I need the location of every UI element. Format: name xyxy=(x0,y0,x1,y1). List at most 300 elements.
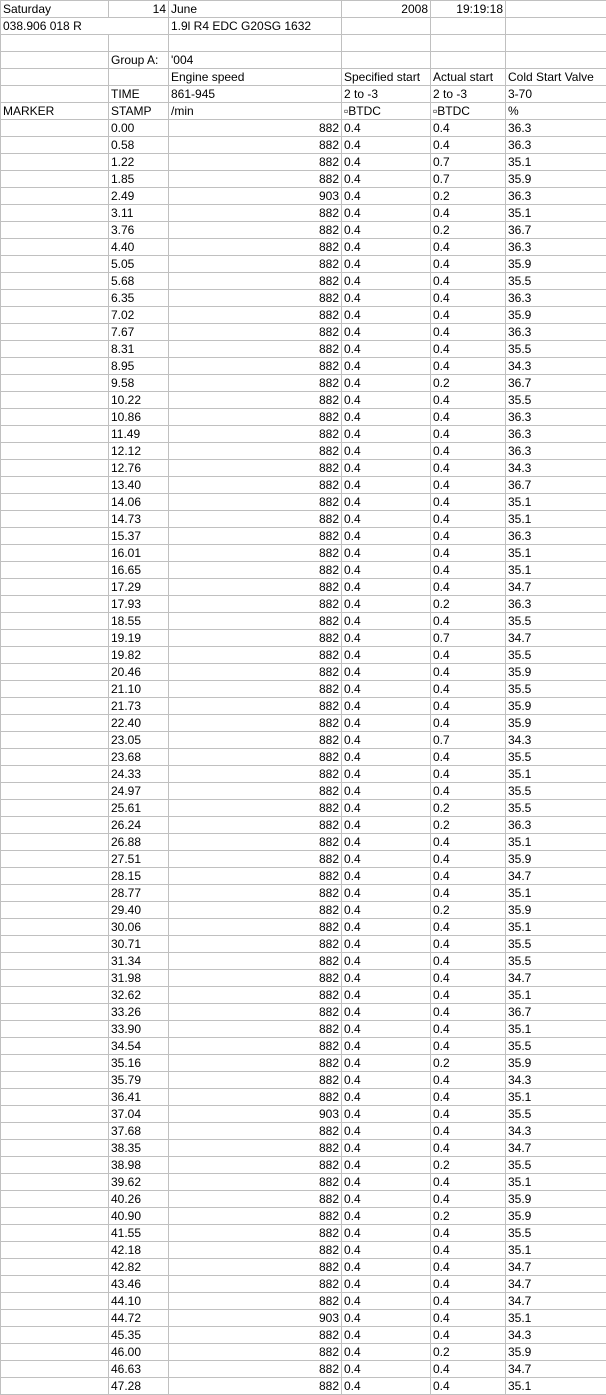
actual-start-cell[interactable]: 0.4 xyxy=(431,834,506,851)
marker-cell[interactable] xyxy=(1,800,109,817)
cold-start-valve-cell[interactable]: 36.7 xyxy=(506,1004,606,1021)
column-header-cell[interactable]: /min xyxy=(169,103,342,120)
cold-start-valve-cell[interactable]: 35.1 xyxy=(506,1089,606,1106)
specified-start-cell[interactable]: 0.4 xyxy=(342,477,431,494)
actual-start-cell[interactable]: 0.4 xyxy=(431,137,506,154)
marker-cell[interactable] xyxy=(1,579,109,596)
specified-start-cell[interactable]: 0.4 xyxy=(342,885,431,902)
marker-cell[interactable] xyxy=(1,596,109,613)
marker-cell[interactable] xyxy=(1,647,109,664)
timestamp-cell[interactable]: 40.90 xyxy=(109,1208,169,1225)
cold-start-valve-cell[interactable]: 36.3 xyxy=(506,528,606,545)
engine-speed-cell[interactable]: 882 xyxy=(169,919,342,936)
specified-start-cell[interactable]: 0.4 xyxy=(342,307,431,324)
timestamp-cell[interactable]: 20.46 xyxy=(109,664,169,681)
marker-cell[interactable] xyxy=(1,1004,109,1021)
engine-cell[interactable]: 1.9l R4 EDC G20SG 1632 xyxy=(169,18,342,35)
marker-cell[interactable] xyxy=(1,256,109,273)
specified-start-cell[interactable]: 0.4 xyxy=(342,222,431,239)
engine-speed-cell[interactable]: 882 xyxy=(169,1276,342,1293)
timestamp-cell[interactable]: 35.16 xyxy=(109,1055,169,1072)
marker-cell[interactable] xyxy=(1,545,109,562)
cold-start-valve-cell[interactable]: 35.9 xyxy=(506,1191,606,1208)
specified-start-cell[interactable]: 0.4 xyxy=(342,664,431,681)
specified-start-cell[interactable]: 0.4 xyxy=(342,1123,431,1140)
cold-start-valve-cell[interactable]: 35.5 xyxy=(506,749,606,766)
timestamp-cell[interactable]: 28.15 xyxy=(109,868,169,885)
empty-cell[interactable] xyxy=(342,18,431,35)
marker-cell[interactable] xyxy=(1,1174,109,1191)
engine-speed-cell[interactable]: 882 xyxy=(169,1361,342,1378)
cold-start-valve-cell[interactable]: 35.1 xyxy=(506,494,606,511)
timestamp-cell[interactable]: 45.35 xyxy=(109,1327,169,1344)
column-header-cell[interactable]: 2 to -3 xyxy=(431,86,506,103)
timestamp-cell[interactable]: 25.61 xyxy=(109,800,169,817)
empty-cell[interactable] xyxy=(506,1,606,18)
engine-speed-cell[interactable]: 882 xyxy=(169,1225,342,1242)
specified-start-cell[interactable]: 0.4 xyxy=(342,953,431,970)
cold-start-valve-cell[interactable]: 35.5 xyxy=(506,647,606,664)
engine-speed-cell[interactable]: 882 xyxy=(169,647,342,664)
engine-speed-cell[interactable]: 882 xyxy=(169,1378,342,1395)
marker-cell[interactable] xyxy=(1,630,109,647)
cold-start-valve-cell[interactable]: 34.7 xyxy=(506,1259,606,1276)
specified-start-cell[interactable]: 0.4 xyxy=(342,834,431,851)
engine-speed-cell[interactable]: 882 xyxy=(169,511,342,528)
specified-start-cell[interactable]: 0.4 xyxy=(342,681,431,698)
specified-start-cell[interactable]: 0.4 xyxy=(342,494,431,511)
specified-start-cell[interactable]: 0.4 xyxy=(342,579,431,596)
timestamp-cell[interactable]: 37.68 xyxy=(109,1123,169,1140)
actual-start-cell[interactable]: 0.2 xyxy=(431,1344,506,1361)
marker-cell[interactable] xyxy=(1,1089,109,1106)
actual-start-cell[interactable]: 0.4 xyxy=(431,341,506,358)
cold-start-valve-cell[interactable]: 35.9 xyxy=(506,1344,606,1361)
timestamp-cell[interactable]: 22.40 xyxy=(109,715,169,732)
cold-start-valve-cell[interactable]: 35.1 xyxy=(506,766,606,783)
specified-start-cell[interactable]: 0.4 xyxy=(342,970,431,987)
column-header-cell[interactable]: Engine speed xyxy=(169,69,342,86)
actual-start-cell[interactable]: 0.4 xyxy=(431,885,506,902)
engine-speed-cell[interactable]: 882 xyxy=(169,970,342,987)
actual-start-cell[interactable]: 0.4 xyxy=(431,528,506,545)
actual-start-cell[interactable]: 0.4 xyxy=(431,1038,506,1055)
engine-speed-cell[interactable]: 882 xyxy=(169,120,342,137)
timestamp-cell[interactable]: 16.65 xyxy=(109,562,169,579)
timestamp-cell[interactable]: 38.98 xyxy=(109,1157,169,1174)
marker-cell[interactable] xyxy=(1,443,109,460)
engine-speed-cell[interactable]: 882 xyxy=(169,1123,342,1140)
cold-start-valve-cell[interactable]: 35.5 xyxy=(506,273,606,290)
actual-start-cell[interactable]: 0.4 xyxy=(431,1004,506,1021)
cold-start-valve-cell[interactable]: 35.5 xyxy=(506,783,606,800)
date-number-cell[interactable]: 14 xyxy=(109,1,169,18)
specified-start-cell[interactable]: 0.4 xyxy=(342,1225,431,1242)
engine-speed-cell[interactable]: 882 xyxy=(169,273,342,290)
specified-start-cell[interactable]: 0.4 xyxy=(342,324,431,341)
actual-start-cell[interactable]: 0.4 xyxy=(431,460,506,477)
cold-start-valve-cell[interactable]: 34.3 xyxy=(506,1123,606,1140)
cold-start-valve-cell[interactable]: 34.7 xyxy=(506,1293,606,1310)
actual-start-cell[interactable]: 0.4 xyxy=(431,392,506,409)
timestamp-cell[interactable]: 26.24 xyxy=(109,817,169,834)
specified-start-cell[interactable]: 0.4 xyxy=(342,358,431,375)
empty-cell[interactable] xyxy=(506,52,606,69)
empty-cell[interactable] xyxy=(109,35,169,52)
marker-cell[interactable] xyxy=(1,120,109,137)
marker-cell[interactable] xyxy=(1,426,109,443)
actual-start-cell[interactable]: 0.4 xyxy=(431,953,506,970)
specified-start-cell[interactable]: 0.4 xyxy=(342,171,431,188)
engine-speed-cell[interactable]: 882 xyxy=(169,256,342,273)
cold-start-valve-cell[interactable]: 34.7 xyxy=(506,1140,606,1157)
cold-start-valve-cell[interactable]: 35.1 xyxy=(506,885,606,902)
specified-start-cell[interactable]: 0.4 xyxy=(342,375,431,392)
actual-start-cell[interactable]: 0.7 xyxy=(431,732,506,749)
cold-start-valve-cell[interactable]: 35.1 xyxy=(506,1378,606,1395)
specified-start-cell[interactable]: 0.4 xyxy=(342,545,431,562)
cold-start-valve-cell[interactable]: 35.1 xyxy=(506,154,606,171)
actual-start-cell[interactable]: 0.2 xyxy=(431,596,506,613)
actual-start-cell[interactable]: 0.7 xyxy=(431,630,506,647)
cold-start-valve-cell[interactable]: 36.7 xyxy=(506,477,606,494)
specified-start-cell[interactable]: 0.4 xyxy=(342,868,431,885)
specified-start-cell[interactable]: 0.4 xyxy=(342,1140,431,1157)
engine-speed-cell[interactable]: 882 xyxy=(169,205,342,222)
timestamp-cell[interactable]: 1.85 xyxy=(109,171,169,188)
actual-start-cell[interactable]: 0.4 xyxy=(431,1106,506,1123)
specified-start-cell[interactable]: 0.4 xyxy=(342,902,431,919)
cold-start-valve-cell[interactable]: 35.9 xyxy=(506,902,606,919)
marker-cell[interactable] xyxy=(1,154,109,171)
engine-speed-cell[interactable]: 882 xyxy=(169,766,342,783)
cold-start-valve-cell[interactable]: 35.9 xyxy=(506,1208,606,1225)
specified-start-cell[interactable]: 0.4 xyxy=(342,1344,431,1361)
timestamp-cell[interactable]: 43.46 xyxy=(109,1276,169,1293)
engine-speed-cell[interactable]: 882 xyxy=(169,732,342,749)
empty-cell[interactable] xyxy=(506,35,606,52)
cold-start-valve-cell[interactable]: 36.3 xyxy=(506,596,606,613)
marker-cell[interactable] xyxy=(1,868,109,885)
actual-start-cell[interactable]: 0.4 xyxy=(431,477,506,494)
actual-start-cell[interactable]: 0.4 xyxy=(431,1140,506,1157)
specified-start-cell[interactable]: 0.4 xyxy=(342,698,431,715)
cold-start-valve-cell[interactable]: 35.9 xyxy=(506,171,606,188)
marker-cell[interactable] xyxy=(1,307,109,324)
timestamp-cell[interactable]: 17.29 xyxy=(109,579,169,596)
engine-speed-cell[interactable]: 882 xyxy=(169,341,342,358)
engine-speed-cell[interactable]: 882 xyxy=(169,1089,342,1106)
actual-start-cell[interactable]: 0.2 xyxy=(431,817,506,834)
engine-speed-cell[interactable]: 882 xyxy=(169,460,342,477)
actual-start-cell[interactable]: 0.4 xyxy=(431,749,506,766)
cold-start-valve-cell[interactable]: 35.1 xyxy=(506,1242,606,1259)
engine-speed-cell[interactable]: 882 xyxy=(169,528,342,545)
timestamp-cell[interactable]: 29.40 xyxy=(109,902,169,919)
specified-start-cell[interactable]: 0.4 xyxy=(342,273,431,290)
engine-speed-cell[interactable]: 882 xyxy=(169,171,342,188)
timestamp-cell[interactable]: 46.63 xyxy=(109,1361,169,1378)
specified-start-cell[interactable]: 0.4 xyxy=(342,1021,431,1038)
engine-speed-cell[interactable]: 882 xyxy=(169,222,342,239)
engine-speed-cell[interactable]: 882 xyxy=(169,324,342,341)
marker-cell[interactable] xyxy=(1,783,109,800)
column-header-cell[interactable]: TIME xyxy=(109,86,169,103)
specified-start-cell[interactable]: 0.4 xyxy=(342,749,431,766)
cold-start-valve-cell[interactable]: 36.7 xyxy=(506,375,606,392)
cold-start-valve-cell[interactable]: 34.3 xyxy=(506,358,606,375)
engine-speed-cell[interactable]: 882 xyxy=(169,868,342,885)
marker-cell[interactable] xyxy=(1,273,109,290)
actual-start-cell[interactable]: 0.4 xyxy=(431,1242,506,1259)
engine-speed-cell[interactable]: 882 xyxy=(169,1140,342,1157)
timestamp-cell[interactable]: 19.82 xyxy=(109,647,169,664)
cold-start-valve-cell[interactable]: 34.3 xyxy=(506,1072,606,1089)
timestamp-cell[interactable]: 6.35 xyxy=(109,290,169,307)
actual-start-cell[interactable]: 0.4 xyxy=(431,766,506,783)
marker-cell[interactable] xyxy=(1,1038,109,1055)
cold-start-valve-cell[interactable]: 36.3 xyxy=(506,443,606,460)
specified-start-cell[interactable]: 0.4 xyxy=(342,647,431,664)
column-header-cell[interactable] xyxy=(109,69,169,86)
specified-start-cell[interactable]: 0.4 xyxy=(342,409,431,426)
engine-speed-cell[interactable]: 882 xyxy=(169,681,342,698)
marker-cell[interactable] xyxy=(1,1140,109,1157)
marker-cell[interactable] xyxy=(1,732,109,749)
specified-start-cell[interactable]: 0.4 xyxy=(342,1106,431,1123)
specified-start-cell[interactable]: 0.4 xyxy=(342,443,431,460)
specified-start-cell[interactable]: 0.4 xyxy=(342,188,431,205)
timestamp-cell[interactable]: 10.22 xyxy=(109,392,169,409)
marker-cell[interactable] xyxy=(1,1123,109,1140)
engine-speed-cell[interactable]: 882 xyxy=(169,698,342,715)
column-header-cell[interactable]: Specified start xyxy=(342,69,431,86)
engine-speed-cell[interactable]: 882 xyxy=(169,1072,342,1089)
engine-speed-cell[interactable]: 882 xyxy=(169,613,342,630)
engine-speed-cell[interactable]: 882 xyxy=(169,630,342,647)
marker-cell[interactable] xyxy=(1,460,109,477)
cold-start-valve-cell[interactable]: 35.5 xyxy=(506,1038,606,1055)
actual-start-cell[interactable]: 0.4 xyxy=(431,664,506,681)
specified-start-cell[interactable]: 0.4 xyxy=(342,783,431,800)
cold-start-valve-cell[interactable]: 34.7 xyxy=(506,579,606,596)
actual-start-cell[interactable]: 0.2 xyxy=(431,800,506,817)
part-number-cell[interactable]: 038.906 018 R xyxy=(1,18,169,35)
cold-start-valve-cell[interactable]: 36.3 xyxy=(506,290,606,307)
actual-start-cell[interactable]: 0.4 xyxy=(431,919,506,936)
specified-start-cell[interactable]: 0.4 xyxy=(342,1004,431,1021)
marker-cell[interactable] xyxy=(1,562,109,579)
actual-start-cell[interactable]: 0.2 xyxy=(431,188,506,205)
cold-start-valve-cell[interactable]: 35.9 xyxy=(506,715,606,732)
timestamp-cell[interactable]: 24.33 xyxy=(109,766,169,783)
engine-speed-cell[interactable]: 903 xyxy=(169,1106,342,1123)
timestamp-cell[interactable]: 44.10 xyxy=(109,1293,169,1310)
marker-cell[interactable] xyxy=(1,664,109,681)
column-header-cell[interactable]: % xyxy=(506,103,606,120)
timestamp-cell[interactable]: 11.49 xyxy=(109,426,169,443)
marker-cell[interactable] xyxy=(1,1242,109,1259)
cold-start-valve-cell[interactable]: 36.3 xyxy=(506,120,606,137)
cold-start-valve-cell[interactable]: 34.3 xyxy=(506,732,606,749)
timestamp-cell[interactable]: 7.02 xyxy=(109,307,169,324)
actual-start-cell[interactable]: 0.4 xyxy=(431,868,506,885)
marker-cell[interactable] xyxy=(1,222,109,239)
cold-start-valve-cell[interactable]: 35.5 xyxy=(506,1106,606,1123)
cold-start-valve-cell[interactable]: 35.1 xyxy=(506,1021,606,1038)
column-header-cell[interactable]: 3-70 xyxy=(506,86,606,103)
specified-start-cell[interactable]: 0.4 xyxy=(342,851,431,868)
engine-speed-cell[interactable]: 882 xyxy=(169,902,342,919)
specified-start-cell[interactable]: 0.4 xyxy=(342,715,431,732)
cold-start-valve-cell[interactable]: 36.7 xyxy=(506,222,606,239)
timestamp-cell[interactable]: 21.73 xyxy=(109,698,169,715)
actual-start-cell[interactable]: 0.4 xyxy=(431,307,506,324)
cold-start-valve-cell[interactable]: 35.5 xyxy=(506,1157,606,1174)
actual-start-cell[interactable]: 0.4 xyxy=(431,1123,506,1140)
specified-start-cell[interactable]: 0.4 xyxy=(342,460,431,477)
timestamp-cell[interactable]: 10.86 xyxy=(109,409,169,426)
cold-start-valve-cell[interactable]: 36.3 xyxy=(506,188,606,205)
specified-start-cell[interactable]: 0.4 xyxy=(342,630,431,647)
column-header-cell[interactable]: STAMP xyxy=(109,103,169,120)
marker-cell[interactable] xyxy=(1,1378,109,1395)
actual-start-cell[interactable]: 0.4 xyxy=(431,681,506,698)
cold-start-valve-cell[interactable]: 35.1 xyxy=(506,1310,606,1327)
engine-speed-cell[interactable]: 882 xyxy=(169,817,342,834)
marker-cell[interactable] xyxy=(1,1072,109,1089)
marker-cell[interactable] xyxy=(1,919,109,936)
timestamp-cell[interactable]: 30.06 xyxy=(109,919,169,936)
cold-start-valve-cell[interactable]: 35.9 xyxy=(506,307,606,324)
cold-start-valve-cell[interactable]: 35.5 xyxy=(506,936,606,953)
empty-cell[interactable] xyxy=(431,52,506,69)
actual-start-cell[interactable]: 0.4 xyxy=(431,426,506,443)
marker-cell[interactable] xyxy=(1,1191,109,1208)
year-cell[interactable]: 2008 xyxy=(342,1,431,18)
marker-cell[interactable] xyxy=(1,970,109,987)
empty-cell[interactable] xyxy=(431,18,506,35)
cold-start-valve-cell[interactable]: 35.1 xyxy=(506,1174,606,1191)
marker-cell[interactable] xyxy=(1,953,109,970)
timestamp-cell[interactable]: 47.28 xyxy=(109,1378,169,1395)
marker-cell[interactable] xyxy=(1,137,109,154)
marker-cell[interactable] xyxy=(1,1293,109,1310)
marker-cell[interactable] xyxy=(1,239,109,256)
time-cell[interactable]: 19:19:18 xyxy=(431,1,506,18)
timestamp-cell[interactable]: 14.06 xyxy=(109,494,169,511)
engine-speed-cell[interactable]: 882 xyxy=(169,1004,342,1021)
empty-cell[interactable] xyxy=(169,35,342,52)
engine-speed-cell[interactable]: 882 xyxy=(169,375,342,392)
actual-start-cell[interactable]: 0.4 xyxy=(431,647,506,664)
actual-start-cell[interactable]: 0.2 xyxy=(431,1157,506,1174)
engine-speed-cell[interactable]: 882 xyxy=(169,409,342,426)
engine-speed-cell[interactable]: 882 xyxy=(169,1038,342,1055)
actual-start-cell[interactable]: 0.4 xyxy=(431,443,506,460)
specified-start-cell[interactable]: 0.4 xyxy=(342,1038,431,1055)
actual-start-cell[interactable]: 0.7 xyxy=(431,154,506,171)
timestamp-cell[interactable]: 44.72 xyxy=(109,1310,169,1327)
timestamp-cell[interactable]: 26.88 xyxy=(109,834,169,851)
marker-cell[interactable] xyxy=(1,766,109,783)
engine-speed-cell[interactable]: 882 xyxy=(169,358,342,375)
specified-start-cell[interactable]: 0.4 xyxy=(342,1191,431,1208)
column-header-cell[interactable]: MARKER xyxy=(1,103,109,120)
marker-cell[interactable] xyxy=(1,1208,109,1225)
engine-speed-cell[interactable]: 882 xyxy=(169,477,342,494)
actual-start-cell[interactable]: 0.4 xyxy=(431,936,506,953)
actual-start-cell[interactable]: 0.4 xyxy=(431,1259,506,1276)
actual-start-cell[interactable]: 0.4 xyxy=(431,256,506,273)
engine-speed-cell[interactable]: 882 xyxy=(169,664,342,681)
marker-cell[interactable] xyxy=(1,290,109,307)
marker-cell[interactable] xyxy=(1,749,109,766)
timestamp-cell[interactable]: 16.01 xyxy=(109,545,169,562)
timestamp-cell[interactable]: 3.76 xyxy=(109,222,169,239)
marker-cell[interactable] xyxy=(1,1259,109,1276)
engine-speed-cell[interactable]: 882 xyxy=(169,851,342,868)
cold-start-valve-cell[interactable]: 35.9 xyxy=(506,256,606,273)
marker-cell[interactable] xyxy=(1,375,109,392)
empty-cell[interactable] xyxy=(342,35,431,52)
engine-speed-cell[interactable]: 882 xyxy=(169,596,342,613)
actual-start-cell[interactable]: 0.4 xyxy=(431,1361,506,1378)
specified-start-cell[interactable]: 0.4 xyxy=(342,1072,431,1089)
marker-cell[interactable] xyxy=(1,987,109,1004)
marker-cell[interactable] xyxy=(1,409,109,426)
cold-start-valve-cell[interactable]: 36.3 xyxy=(506,817,606,834)
actual-start-cell[interactable]: 0.4 xyxy=(431,1276,506,1293)
marker-cell[interactable] xyxy=(1,1344,109,1361)
specified-start-cell[interactable]: 0.4 xyxy=(342,817,431,834)
timestamp-cell[interactable]: 14.73 xyxy=(109,511,169,528)
timestamp-cell[interactable]: 31.34 xyxy=(109,953,169,970)
actual-start-cell[interactable]: 0.4 xyxy=(431,783,506,800)
actual-start-cell[interactable]: 0.4 xyxy=(431,1174,506,1191)
actual-start-cell[interactable]: 0.4 xyxy=(431,358,506,375)
cold-start-valve-cell[interactable]: 36.3 xyxy=(506,409,606,426)
specified-start-cell[interactable]: 0.4 xyxy=(342,1310,431,1327)
empty-cell[interactable] xyxy=(506,18,606,35)
timestamp-cell[interactable]: 12.76 xyxy=(109,460,169,477)
empty-cell[interactable] xyxy=(1,52,109,69)
specified-start-cell[interactable]: 0.4 xyxy=(342,1055,431,1072)
specified-start-cell[interactable]: 0.4 xyxy=(342,120,431,137)
actual-start-cell[interactable]: 0.4 xyxy=(431,1072,506,1089)
marker-cell[interactable] xyxy=(1,698,109,715)
timestamp-cell[interactable]: 23.68 xyxy=(109,749,169,766)
cold-start-valve-cell[interactable]: 35.1 xyxy=(506,834,606,851)
specified-start-cell[interactable]: 0.4 xyxy=(342,205,431,222)
specified-start-cell[interactable]: 0.4 xyxy=(342,426,431,443)
marker-cell[interactable] xyxy=(1,1157,109,1174)
engine-speed-cell[interactable]: 882 xyxy=(169,392,342,409)
specified-start-cell[interactable]: 0.4 xyxy=(342,1089,431,1106)
marker-cell[interactable] xyxy=(1,817,109,834)
timestamp-cell[interactable]: 19.19 xyxy=(109,630,169,647)
timestamp-cell[interactable]: 33.90 xyxy=(109,1021,169,1038)
marker-cell[interactable] xyxy=(1,902,109,919)
specified-start-cell[interactable]: 0.4 xyxy=(342,800,431,817)
actual-start-cell[interactable]: 0.4 xyxy=(431,1310,506,1327)
engine-speed-cell[interactable]: 882 xyxy=(169,987,342,1004)
engine-speed-cell[interactable]: 882 xyxy=(169,1259,342,1276)
marker-cell[interactable] xyxy=(1,188,109,205)
actual-start-cell[interactable]: 0.4 xyxy=(431,613,506,630)
specified-start-cell[interactable]: 0.4 xyxy=(342,1361,431,1378)
actual-start-cell[interactable]: 0.2 xyxy=(431,902,506,919)
